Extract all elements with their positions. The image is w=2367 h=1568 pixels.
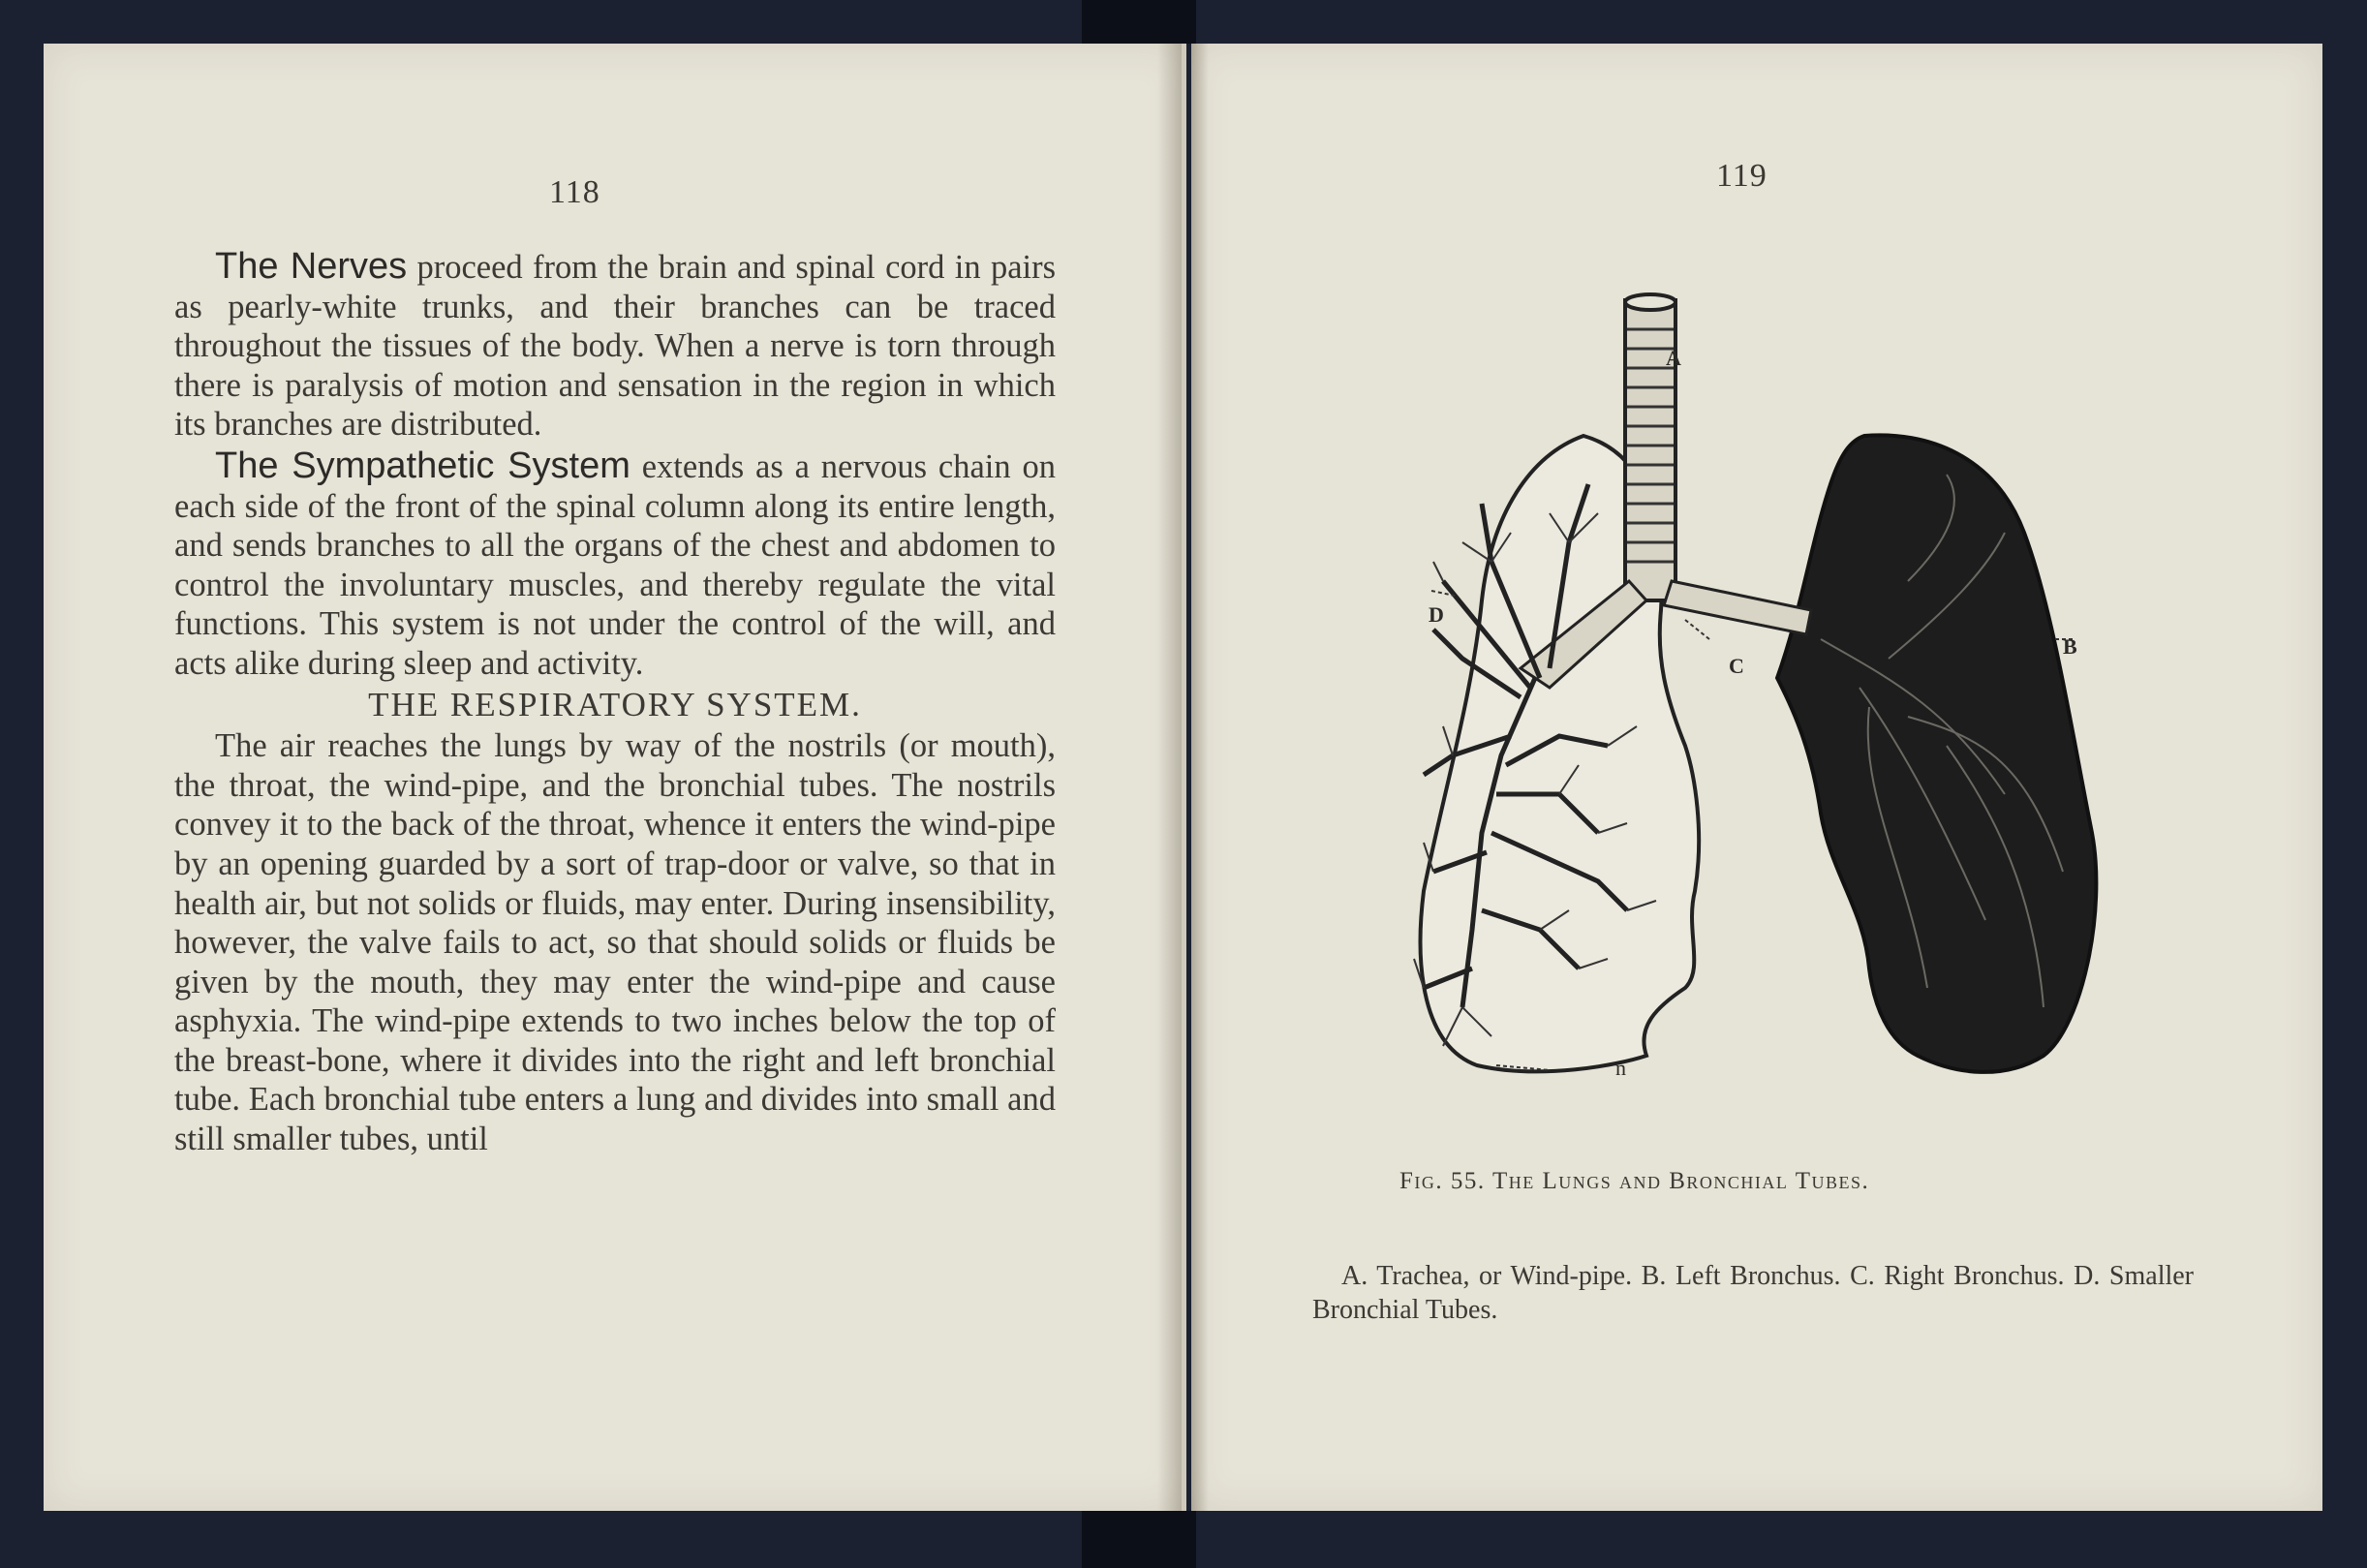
lead-nerves: The Nerves bbox=[215, 246, 408, 287]
figure-label-d: D bbox=[1429, 602, 1444, 627]
gutter-shadow-right bbox=[1191, 44, 1209, 1511]
figure-label-a: A bbox=[1666, 346, 1681, 370]
section-heading: THE RESPIRATORY SYSTEM. bbox=[368, 685, 862, 723]
book-spine-top bbox=[1082, 0, 1196, 44]
trachea bbox=[1625, 294, 1675, 600]
left-page-text bbox=[174, 247, 1056, 1159]
figure-label-n: n bbox=[1615, 1056, 1626, 1080]
lung-dark-right bbox=[1777, 435, 2096, 1072]
figure-legend: A. Trachea, or Wind-pipe. B. Left Bronchus. C. Right Bronchus. D. Smaller Bronchial Tubes. bbox=[1312, 1261, 2194, 1325]
paragraph-sympathetic-text: extends as a nervous chain on each side of the front of the spinal column along its entire length, and sends branches to all the organs of the chest and abdomen to control the involuntary muscles, and thereby regulate the vital functions. This system is not under the control of the will, and acts alike during sleep and activity. bbox=[174, 447, 1056, 682]
page-number-right: 119 bbox=[1716, 158, 1768, 194]
figure-label-b: B bbox=[2063, 634, 2077, 659]
lungs-illustration bbox=[1404, 291, 2111, 1162]
figure-caption: Fig. 55. The Lungs and Bronchial Tubes. bbox=[1399, 1168, 1870, 1194]
page-edge bbox=[1182, 44, 1186, 1511]
paragraph-nerves bbox=[174, 247, 1056, 445]
leader-c bbox=[1685, 620, 1709, 639]
paragraph-nerves-text: proceed from the brain and spinal cord in pairs as pearly-white trunks, and their branches can be traced throughout the tissues of the body. When a nerve is torn through there is paralysis of motion and sensation in the region in which its branches are distributed. bbox=[174, 249, 1057, 444]
book-spine-bottom bbox=[1082, 1511, 1196, 1568]
paragraph-respiratory: The air reaches the lungs by way of the nostrils (or mouth), the throat, the wind-pipe, and the bronchial tubes. The nostrils convey it to the back of the throat, whence it enters the wind-pipe by an opening guarded by a sort of trap-door or valve, so that in health air, but not solids or fluids, may enter. During insensibility, however, the valve fails to act, so that should solids or fluids be given by the mouth, they may enter the wind-pipe and cause asphyxia. The wind-pipe extends to two inches below the top of the breast-bone, where it divides into the right and left bronchial tube. Each bronchial tube enters a lung and divides into small and still smaller tubes, until bbox=[174, 727, 1056, 1158]
lead-sympathetic: The Sympathetic System bbox=[215, 445, 630, 486]
bronchus-left bbox=[1664, 581, 1811, 634]
paragraph-sympathetic bbox=[174, 446, 1056, 684]
figure-label-c: C bbox=[1729, 654, 1744, 678]
page-number-left: 118 bbox=[549, 174, 600, 210]
